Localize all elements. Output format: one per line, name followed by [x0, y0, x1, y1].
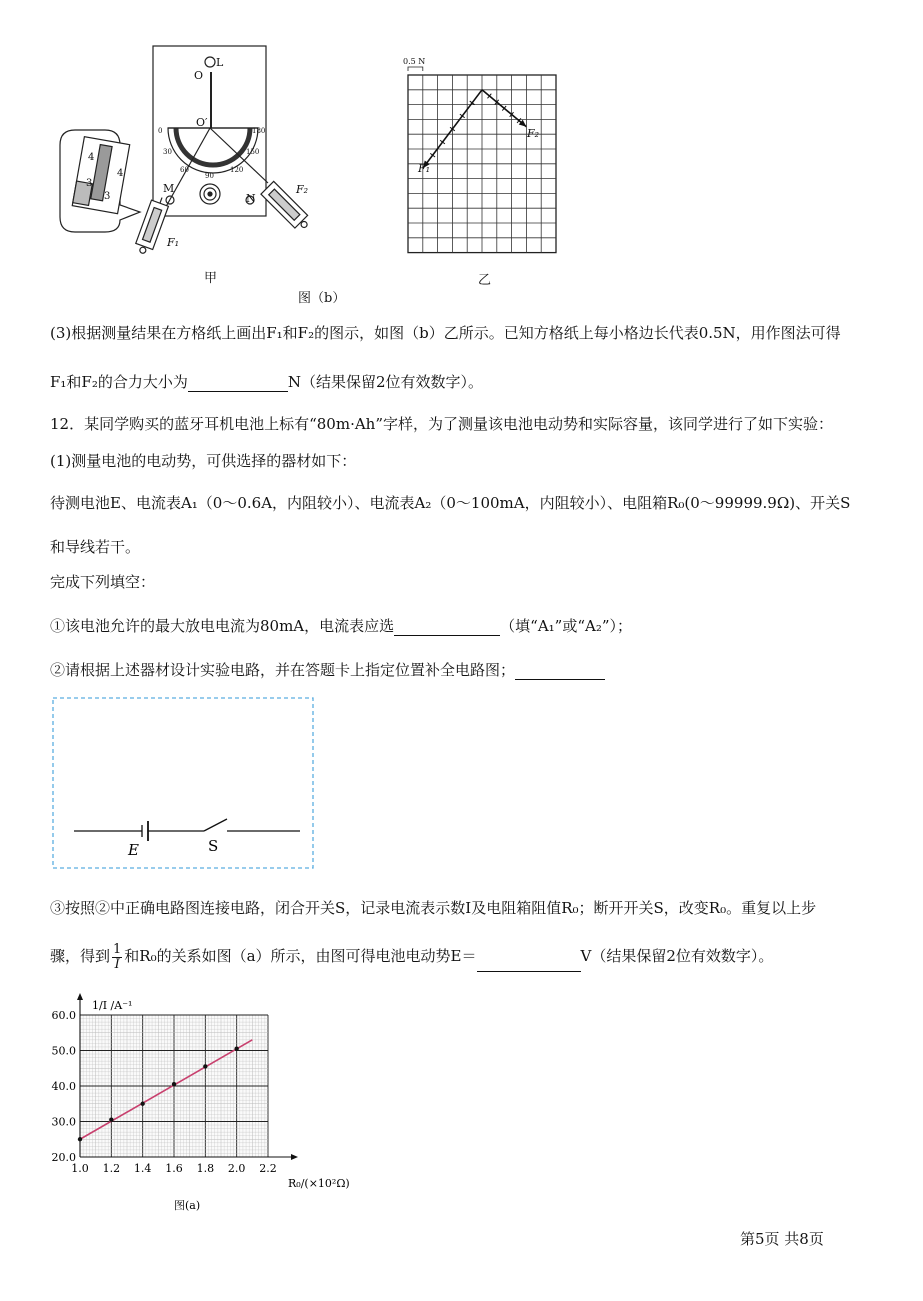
chart-x-tick-label: 1.4 [133, 1162, 152, 1175]
q3-line2-prefix: F₁和F₂的合力大小为 [50, 373, 188, 391]
grid-label-F2: F₂ [527, 127, 540, 140]
spring-mark-1: 4 [88, 152, 95, 163]
scale-120: 120 [230, 166, 244, 174]
fraction-denominator: I [114, 956, 120, 972]
q12-item3-line2 [50, 940, 773, 972]
spring-mark-3: 3 [86, 178, 93, 189]
q12-item3-line2-mid: 和R₀的关系如图（a）所示，由图可得电池电动势E＝ [124, 947, 477, 965]
q12-item1-blank[interactable] [394, 619, 500, 636]
q12-item2-text: ②请根据上述器材设计实验电路，并在答题卡上指定位置补全电路图； [50, 661, 516, 679]
switch-label: S [208, 837, 219, 855]
chart-y-tick-label: 50.0 [51, 1044, 76, 1058]
label-yi: 乙 [478, 273, 492, 288]
q12-item3-line1: ③按照②中正确电路图连接电路，闭合开关S，记录电流表示数I及电阻箱阻值R₀；断开开关S，改变R₀。重复以上步 [50, 899, 817, 917]
chart-data-point [140, 1102, 144, 1106]
q12-intro: 12．某同学购买的蓝牙耳机电池上标有“80m·Ah”字样，为了测量该电池电动势和实际容量，该同学进行了如下实验： [50, 415, 834, 433]
scale-90: 90 [205, 172, 214, 180]
grid-yi [408, 67, 556, 253]
fraction-numerator: 1 [113, 941, 122, 957]
q3-line2-suffix: N（结果保留2位有效数字）。 [287, 373, 484, 391]
figure-b-caption: 图（b） [298, 291, 346, 306]
figure-b [0, 0, 923, 310]
chart-x-tick-label: 1.6 [165, 1162, 183, 1175]
q12-item3-line2-suffix: V（结果保留2位有效数字）。 [580, 947, 774, 965]
q12-item2-blank[interactable] [515, 663, 605, 680]
chart-y-arrow [77, 993, 83, 1000]
label-O: O [194, 69, 204, 82]
scale-60: 60 [180, 166, 189, 174]
spring-mark-4: 3 [104, 191, 111, 202]
scale-bracket [408, 67, 423, 71]
scale-180: 180 [252, 127, 266, 135]
chart-data-point [234, 1047, 238, 1051]
spring-mark-2: 4 [117, 168, 124, 179]
label-jia: 甲 [204, 271, 218, 286]
q12-equipment-line2: 和导线若干。 [50, 538, 141, 556]
q12-item2 [50, 660, 605, 680]
chart-x-tick-label: 1.8 [196, 1162, 215, 1175]
label-N: N [246, 192, 256, 205]
inverse-current-fraction [112, 943, 122, 972]
chart-y-tick-label: 20.0 [51, 1151, 76, 1164]
chart-xlabel: R₀/(×10²Ω) [288, 1177, 350, 1190]
chart-title: 图(a) [174, 1199, 201, 1212]
chart-y-tick-label: 60.0 [51, 1009, 76, 1022]
label-L: L [216, 56, 224, 69]
label-M: M [163, 182, 175, 195]
chart-a [0, 985, 380, 1225]
label-F2: F₂ [296, 183, 309, 196]
scale-30: 30 [163, 148, 172, 156]
q3-line1: (3)根据测量结果在方格纸上画出F₁和F₂的图示，如图（b）乙所示。已知方格纸上每小格边长代表0.5N，用作图法可得 [50, 324, 841, 342]
switch-blade [204, 819, 227, 831]
q12-fill-in: 完成下列填空： [50, 573, 156, 591]
chart-data-point [109, 1118, 113, 1122]
chart-x-tick-label: 2.0 [227, 1162, 246, 1175]
q12-item1-suffix: （填“A₁”或“A₂”）； [500, 617, 633, 635]
chart-x-arrow [291, 1154, 298, 1160]
q3-answer-blank[interactable] [188, 375, 288, 392]
q12-item3-blank[interactable] [477, 955, 581, 972]
page-footer: 第5页 共8页 [740, 1230, 824, 1248]
q12-part1: (1)测量电池的电动势，可供选择的器材如下： [50, 452, 357, 470]
scale-150: 150 [246, 148, 260, 156]
scale-0: 0 [158, 127, 163, 135]
battery-label: E [128, 841, 139, 859]
chart-x-tick-label: 2.2 [259, 1162, 277, 1175]
chart-data-point [172, 1082, 176, 1086]
q12-item3-line2-prefix: 骤，得到 [50, 947, 111, 965]
q12-equipment-line1: 待测电池E、电流表A₁（0～0.6A，内阻较小）、电流表A₂（0～100mA，内阻较小）、电阻箱R₀(0～99999.9Ω)、开关S [50, 494, 851, 512]
label-O-prime: O′ [196, 116, 208, 129]
chart-x-tick-label: 1.2 [102, 1162, 121, 1175]
chart-data-point [78, 1137, 82, 1141]
circuit-box[interactable] [52, 697, 316, 871]
q12-item1 [50, 616, 632, 636]
label-F1: F₁ [167, 236, 180, 249]
chart-x-tick-label: 1.0 [71, 1162, 89, 1175]
apparatus-labels [86, 56, 308, 286]
grid-label-F1: F₁ [418, 162, 431, 175]
chart-y-tick-label: 30.0 [51, 1115, 76, 1129]
q3-line2 [50, 372, 483, 392]
chart-data-point [203, 1064, 207, 1068]
q12-item1-prefix: ①该电池允许的最大放电电流为80mA，电流表应选 [50, 617, 395, 635]
grid-scale-label: 0.5 N [403, 57, 426, 66]
apparatus-jia [60, 46, 313, 256]
chart-ylabel: 1/I /A⁻¹ [92, 999, 133, 1012]
chart-y-tick-label: 40.0 [51, 1080, 76, 1093]
